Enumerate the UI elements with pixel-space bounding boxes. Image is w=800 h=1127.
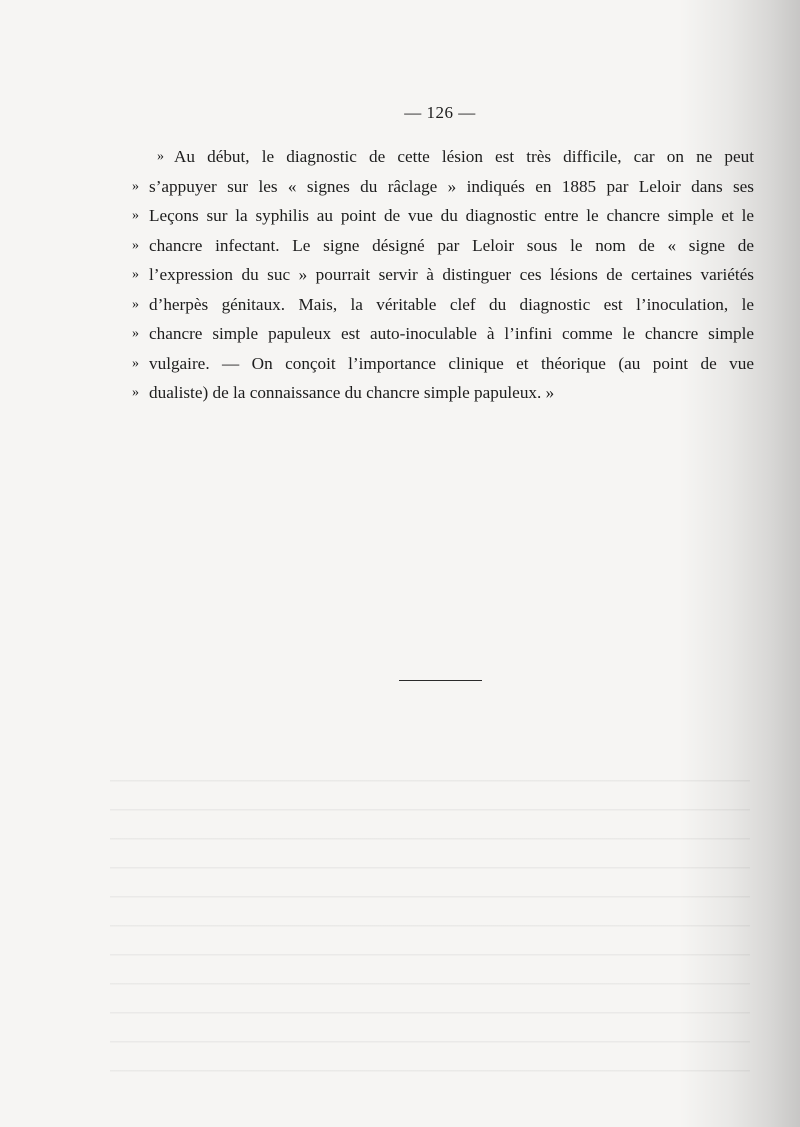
text-line bbox=[132, 349, 754, 379]
text-line bbox=[132, 290, 754, 320]
line-text: vulgaire. — On conçoit l’importance clinique et théorique (au point de vue bbox=[149, 353, 754, 373]
text-line bbox=[132, 142, 754, 172]
line-guillemet: » bbox=[157, 149, 164, 164]
text-line bbox=[132, 378, 754, 408]
line-text: dualiste) de la connaissance du chancre simple papuleux. » bbox=[149, 383, 555, 402]
section-divider bbox=[399, 680, 482, 681]
line-guillemet: » bbox=[132, 326, 139, 341]
page-number: — 126 — bbox=[404, 103, 476, 122]
line-guillemet: » bbox=[132, 178, 139, 194]
line-guillemet: » bbox=[132, 208, 139, 223]
text-line bbox=[132, 201, 754, 231]
bleed-through-shadow bbox=[110, 780, 750, 1080]
line-guillemet: » bbox=[132, 237, 139, 253]
line-text: Leçons sur la syphilis au point de vue du diagnostic entre le chancre simple et le bbox=[149, 206, 754, 225]
line-text: Au début, le diagnostic de cette lésion est très difficile, car on ne peut bbox=[174, 147, 754, 166]
line-guillemet: » bbox=[132, 385, 139, 400]
text-line bbox=[132, 319, 754, 349]
line-guillemet: » bbox=[132, 296, 139, 312]
text-line bbox=[132, 260, 754, 290]
line-text: chancre simple papuleux est auto-inoculable à l’infini comme le chancre simple bbox=[149, 324, 754, 343]
body-text bbox=[132, 142, 754, 408]
line-guillemet: » bbox=[132, 267, 139, 282]
line-text: d’herpès génitaux. Mais, la véritable clef du diagnostic est l’inoculation, le bbox=[149, 294, 754, 314]
line-text: chancre infectant. Le signe désigné par Leloir sous le nom de « signe de bbox=[149, 235, 754, 255]
line-guillemet: » bbox=[132, 355, 139, 371]
line-text: l’expression du suc » pourrait servir à distinguer ces lésions de certaines variétés bbox=[149, 265, 754, 284]
line-text: s’appuyer sur les « signes du râclage » indiqués en 1885 par Leloir dans ses bbox=[149, 176, 754, 196]
text-line bbox=[132, 231, 754, 261]
text-line bbox=[132, 172, 754, 202]
